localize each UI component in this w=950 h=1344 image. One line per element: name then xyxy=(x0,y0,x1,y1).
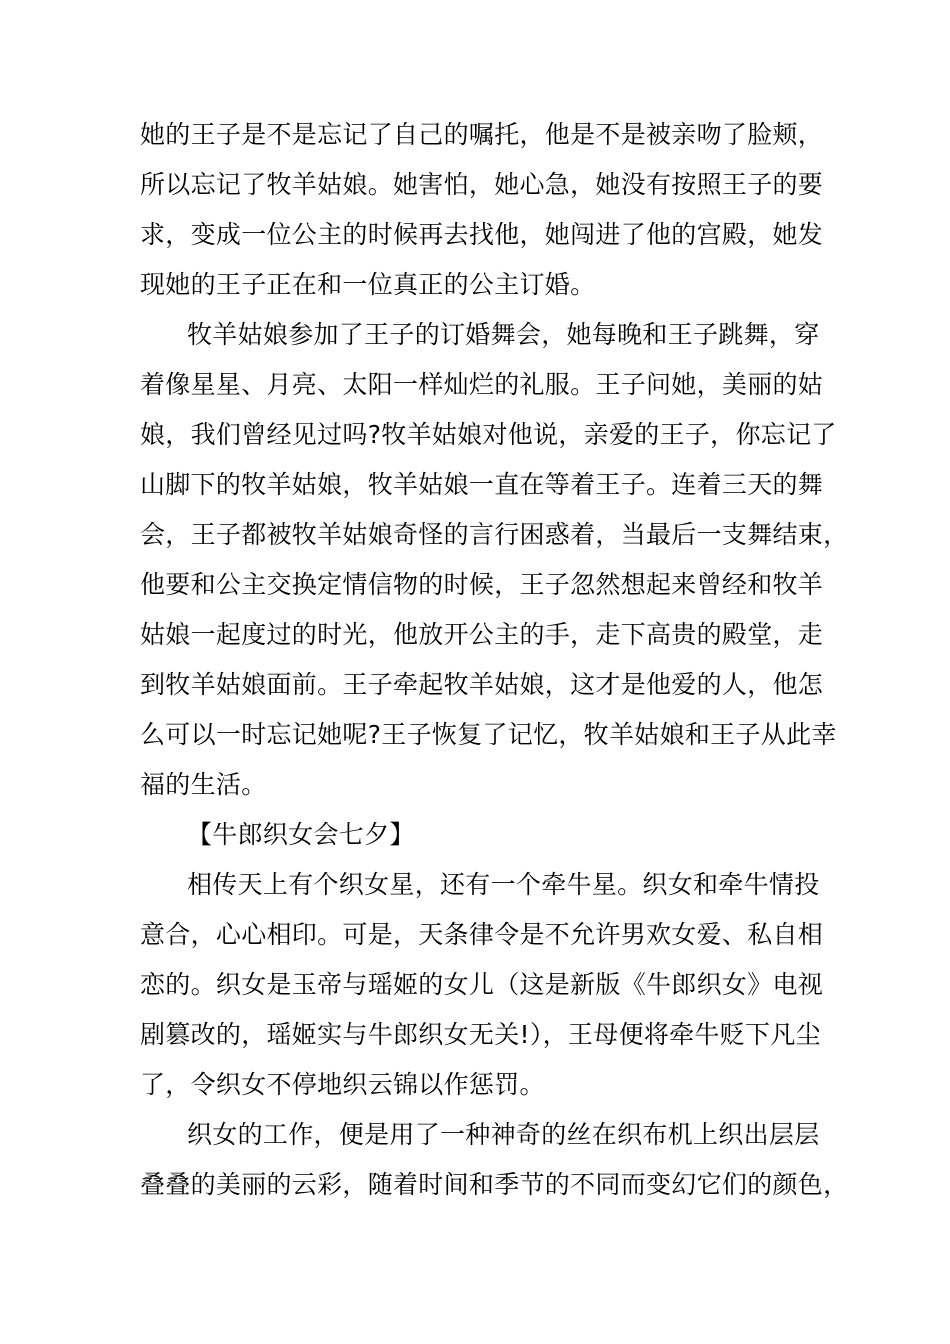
text-line: 剧篡改的，瑶姬实与牛郎织女无关!），王母便将牵牛贬下凡尘 xyxy=(140,1020,821,1049)
text-line: 到牧羊姑娘面前。王子牵起牧羊姑娘，这才是他爱的人，他怎 xyxy=(140,670,824,699)
text-line: 着像星星、月亮、太阳一样灿烂的礼服。王子问她，美丽的姑 xyxy=(140,370,824,399)
text-line: 求，变成一位公主的时候再去找他，她闯进了他的宫殿，她发 xyxy=(140,220,824,249)
text-line: 娘，我们曾经见过吗?牧羊姑娘对他说，亲爱的王子，你忘记了 xyxy=(140,420,837,449)
text-line: 山脚下的牧羊姑娘，牧羊姑娘一直在等着王子。连着三天的舞 xyxy=(140,470,824,499)
text-line: 姑娘一起度过的时光，他放开公主的手，走下高贵的殿堂，走 xyxy=(140,620,824,649)
text-line: 意合，心心相印。可是，天条律令是不允许男欢女爱、私自相 xyxy=(140,920,824,949)
text-line: 恋的。织女是玉帝与瑶姬的女儿（这是新版《牛郎织女》电视 xyxy=(140,970,824,999)
text-line: 福的生活。 xyxy=(140,770,267,799)
text-line: 会，王子都被牧羊姑娘奇怪的言行困惑着，当最后一支舞结束， xyxy=(140,520,849,549)
text-line: 么可以一时忘记她呢?王子恢复了记忆，牧羊姑娘和王子从此幸 xyxy=(140,720,837,749)
paragraph-first-line: 牧羊姑娘参加了王子的订婚舞会，她每晚和王子跳舞，穿 xyxy=(187,320,820,349)
text-line: 现她的王子正在和一位真正的公主订婚。 xyxy=(140,270,596,299)
text-line: 他要和公主交换定情信物的时候，王子忽然想起来曾经和牧羊 xyxy=(140,570,824,599)
paragraph-first-line: 织女的工作，便是用了一种神奇的丝在织布机上织出层层 xyxy=(187,1120,820,1149)
section-heading: 【牛郎织女会七夕】 xyxy=(187,820,415,849)
text-line: 了，令织女不停地织云锦以作惩罚。 xyxy=(140,1070,545,1099)
text-line: 所以忘记了牧羊姑娘。她害怕，她心急，她没有按照王子的要 xyxy=(140,170,824,199)
text-line: 她的王子是不是忘记了自己的嘱托，他是不是被亲吻了脸颊， xyxy=(140,120,824,149)
document-body xyxy=(140,110,849,1210)
paragraph-first-line: 相传天上有个织女星，还有一个牵牛星。织女和牵牛情投 xyxy=(187,870,820,899)
text-line: 叠叠的美丽的云彩，随着时间和季节的不同而变幻它们的颜色， xyxy=(140,1170,849,1199)
